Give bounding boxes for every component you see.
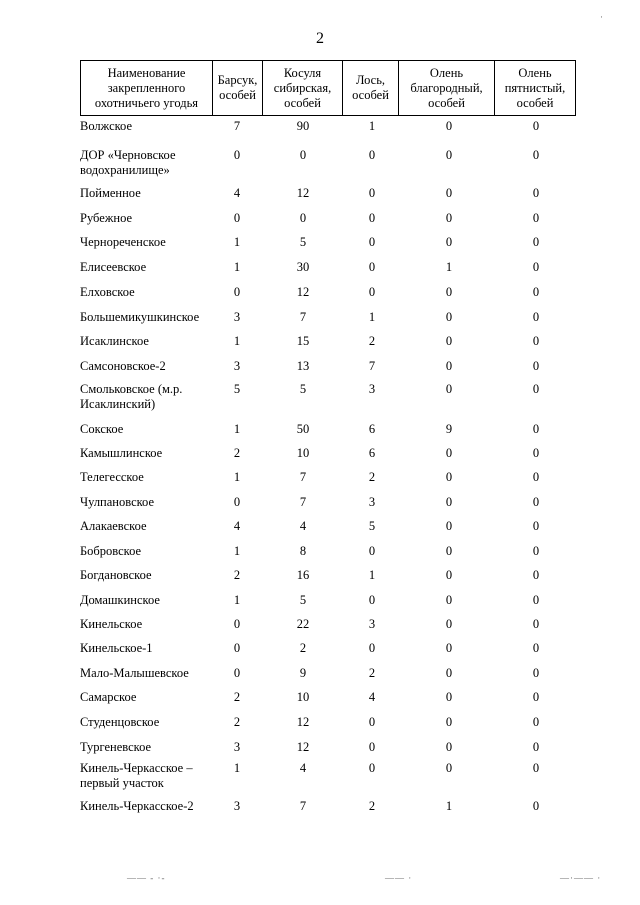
count-roe: 8 — [299, 544, 307, 558]
count-badger: 3 — [233, 310, 241, 324]
hunting-ground-name: Чернореченское — [80, 235, 166, 249]
count-red-deer: 1 — [445, 260, 453, 274]
count-elk: 0 — [368, 186, 376, 200]
count-elk: 2 — [368, 334, 376, 348]
count-roe: 0 — [299, 148, 307, 162]
count-elk: 6 — [368, 446, 376, 460]
count-elk: 0 — [368, 593, 376, 607]
count-elk: 6 — [368, 422, 376, 436]
count-sika: 0 — [532, 446, 540, 460]
scan-mark: —— · — [385, 873, 413, 883]
count-elk: 0 — [368, 148, 376, 162]
count-badger: 1 — [233, 593, 241, 607]
count-roe: 0 — [299, 211, 307, 225]
hunting-ground-name: Тургеневское — [80, 740, 152, 754]
count-roe: 5 — [299, 593, 307, 607]
hunting-ground-name: Елисеевское — [80, 260, 147, 274]
count-red-deer: 0 — [445, 211, 453, 225]
count-sika: 0 — [532, 761, 540, 775]
count-red-deer: 0 — [445, 690, 453, 704]
count-badger: 4 — [233, 519, 241, 533]
count-sika: 0 — [532, 568, 540, 582]
count-roe: 10 — [296, 446, 310, 460]
count-sika: 0 — [532, 211, 540, 225]
count-red-deer: 0 — [445, 334, 453, 348]
count-red-deer: 0 — [445, 740, 453, 754]
count-badger: 3 — [233, 359, 241, 373]
count-sika: 0 — [532, 519, 540, 533]
hunting-ground-name: Домашкинское — [80, 593, 160, 607]
count-roe: 7 — [299, 310, 307, 324]
count-badger: 0 — [233, 148, 241, 162]
count-red-deer: 0 — [445, 715, 453, 729]
count-sika: 0 — [532, 148, 540, 162]
count-elk: 3 — [368, 617, 376, 631]
count-sika: 0 — [532, 422, 540, 436]
count-red-deer: 0 — [445, 235, 453, 249]
count-red-deer: 0 — [445, 761, 453, 775]
scan-mark: —·—— · — [560, 873, 602, 883]
header-roe-deer: Косуля сибирская, особей — [263, 61, 343, 116]
count-elk: 3 — [368, 382, 376, 396]
count-sika: 0 — [532, 544, 540, 558]
count-elk: 0 — [368, 740, 376, 754]
count-roe: 4 — [299, 761, 307, 775]
count-sika: 0 — [532, 359, 540, 373]
count-sika: 0 — [532, 799, 540, 813]
page-number: 2 — [316, 30, 324, 47]
count-elk: 0 — [368, 235, 376, 249]
hunting-ground-name: Кинельское-1 — [80, 641, 153, 655]
count-red-deer: 0 — [445, 186, 453, 200]
count-roe: 30 — [296, 260, 310, 274]
count-roe: 12 — [296, 715, 310, 729]
count-badger: 1 — [233, 260, 241, 274]
count-badger: 0 — [233, 211, 241, 225]
count-sika: 0 — [532, 260, 540, 274]
header-badger: Барсук, особей — [213, 61, 263, 116]
count-elk: 5 — [368, 519, 376, 533]
count-sika: 0 — [532, 235, 540, 249]
count-red-deer: 0 — [445, 148, 453, 162]
hunting-ground-name: Самарское — [80, 690, 137, 704]
hunting-ground-name: Кинель-Черкасское – первый участок — [80, 761, 193, 790]
hunting-ground-name: Сокское — [80, 422, 124, 436]
count-elk: 3 — [368, 495, 376, 509]
count-roe: 5 — [299, 235, 307, 249]
hunting-ground-name: Кинель-Черкасское-2 — [80, 799, 194, 813]
hunting-ground-name: Рубежное — [80, 211, 133, 225]
count-badger: 7 — [233, 119, 241, 133]
count-sika: 0 — [532, 495, 540, 509]
count-badger: 3 — [233, 740, 241, 754]
count-sika: 0 — [532, 715, 540, 729]
count-elk: 0 — [368, 641, 376, 655]
count-red-deer: 0 — [445, 568, 453, 582]
count-roe: 7 — [299, 495, 307, 509]
count-elk: 2 — [368, 470, 376, 484]
count-sika: 0 — [532, 334, 540, 348]
count-elk: 2 — [368, 666, 376, 680]
hunting-ground-name: Пойменное — [80, 186, 141, 200]
count-badger: 4 — [233, 186, 241, 200]
hunting-ground-name: Кинельское — [80, 617, 143, 631]
count-red-deer: 0 — [445, 519, 453, 533]
header-hunting-ground: Наименование закрепленного охотничьего угодья — [81, 61, 213, 116]
count-elk: 1 — [368, 310, 376, 324]
count-roe: 22 — [296, 617, 310, 631]
count-sika: 0 — [532, 186, 540, 200]
count-roe: 12 — [296, 186, 310, 200]
count-badger: 2 — [233, 446, 241, 460]
count-badger: 0 — [233, 641, 241, 655]
count-roe: 5 — [299, 382, 307, 396]
count-red-deer: 0 — [445, 446, 453, 460]
count-sika: 0 — [532, 617, 540, 631]
count-elk: 0 — [368, 285, 376, 299]
hunting-ground-name: Смольковское (м.р. Исаклинский) — [80, 382, 183, 411]
count-red-deer: 0 — [445, 544, 453, 558]
count-sika: 0 — [532, 285, 540, 299]
hunting-ground-name: Бобровское — [80, 544, 142, 558]
scan-mark: · — [600, 12, 603, 22]
count-roe: 90 — [296, 119, 310, 133]
count-roe: 4 — [299, 519, 307, 533]
hunting-ground-name: Алакаевское — [80, 519, 147, 533]
hunting-ground-name: Студенцовское — [80, 715, 160, 729]
count-red-deer: 0 — [445, 285, 453, 299]
count-red-deer: 0 — [445, 593, 453, 607]
count-elk: 0 — [368, 211, 376, 225]
scan-mark: —— - ·- — [127, 873, 166, 883]
count-red-deer: 0 — [445, 310, 453, 324]
count-sika: 0 — [532, 666, 540, 680]
hunting-ground-name: Елховское — [80, 285, 135, 299]
count-elk: 0 — [368, 260, 376, 274]
count-badger: 0 — [233, 666, 241, 680]
header-sika-deer: Олень пятнистый, особей — [495, 61, 576, 116]
count-badger: 2 — [233, 568, 241, 582]
count-badger: 2 — [233, 690, 241, 704]
count-roe: 7 — [299, 470, 307, 484]
count-red-deer: 9 — [445, 422, 453, 436]
count-roe: 50 — [296, 422, 310, 436]
hunting-ground-name: Большемикушкинское — [80, 310, 200, 324]
hunting-ground-name: Богдановское — [80, 568, 152, 582]
hunting-ground-name: Самсоновское-2 — [80, 359, 166, 373]
count-roe: 12 — [296, 285, 310, 299]
count-badger: 3 — [233, 799, 241, 813]
header-red-deer: Олень благородный, особей — [399, 61, 495, 116]
count-red-deer: 0 — [445, 382, 453, 396]
count-roe: 16 — [296, 568, 310, 582]
count-elk: 0 — [368, 544, 376, 558]
count-red-deer: 0 — [445, 666, 453, 680]
count-badger: 2 — [233, 715, 241, 729]
count-red-deer: 0 — [445, 470, 453, 484]
count-roe: 13 — [296, 359, 310, 373]
count-roe: 12 — [296, 740, 310, 754]
hunting-ground-name: Телегесское — [80, 470, 144, 484]
count-roe: 7 — [299, 799, 307, 813]
count-badger: 0 — [233, 495, 241, 509]
count-badger: 0 — [233, 617, 241, 631]
count-sika: 0 — [532, 470, 540, 484]
count-elk: 1 — [368, 119, 376, 133]
count-elk: 1 — [368, 568, 376, 582]
count-roe: 15 — [296, 334, 310, 348]
count-elk: 7 — [368, 359, 376, 373]
count-badger: 1 — [233, 544, 241, 558]
count-sika: 0 — [532, 310, 540, 324]
count-sika: 0 — [532, 382, 540, 396]
count-red-deer: 0 — [445, 495, 453, 509]
count-red-deer: 0 — [445, 641, 453, 655]
hunting-ground-name: Исаклинское — [80, 334, 149, 348]
hunting-ground-name: Камышлинское — [80, 446, 163, 460]
count-badger: 1 — [233, 470, 241, 484]
count-sika: 0 — [532, 690, 540, 704]
count-roe: 2 — [299, 641, 307, 655]
count-sika: 0 — [532, 593, 540, 607]
count-badger: 1 — [233, 334, 241, 348]
count-elk: 4 — [368, 690, 376, 704]
count-sika: 0 — [532, 641, 540, 655]
hunting-ground-name: Волжское — [80, 119, 133, 133]
count-red-deer: 0 — [445, 617, 453, 631]
count-elk: 0 — [368, 715, 376, 729]
hunting-ground-name: Мало-Малышевское — [80, 666, 189, 680]
header-elk: Лось, особей — [343, 61, 399, 116]
count-sika: 0 — [532, 740, 540, 754]
count-red-deer: 0 — [445, 359, 453, 373]
count-red-deer: 0 — [445, 119, 453, 133]
count-badger: 1 — [233, 235, 241, 249]
count-red-deer: 1 — [445, 799, 453, 813]
count-elk: 0 — [368, 761, 376, 775]
count-badger: 0 — [233, 285, 241, 299]
hunting-ground-name: Чулпановское — [80, 495, 155, 509]
count-sika: 0 — [532, 119, 540, 133]
count-badger: 5 — [233, 382, 241, 396]
count-roe: 10 — [296, 690, 310, 704]
count-roe: 9 — [299, 666, 307, 680]
hunting-ground-name: ДОР «Черновское водохранилище» — [80, 148, 176, 177]
count-badger: 1 — [233, 422, 241, 436]
count-badger: 1 — [233, 761, 241, 775]
count-elk: 2 — [368, 799, 376, 813]
